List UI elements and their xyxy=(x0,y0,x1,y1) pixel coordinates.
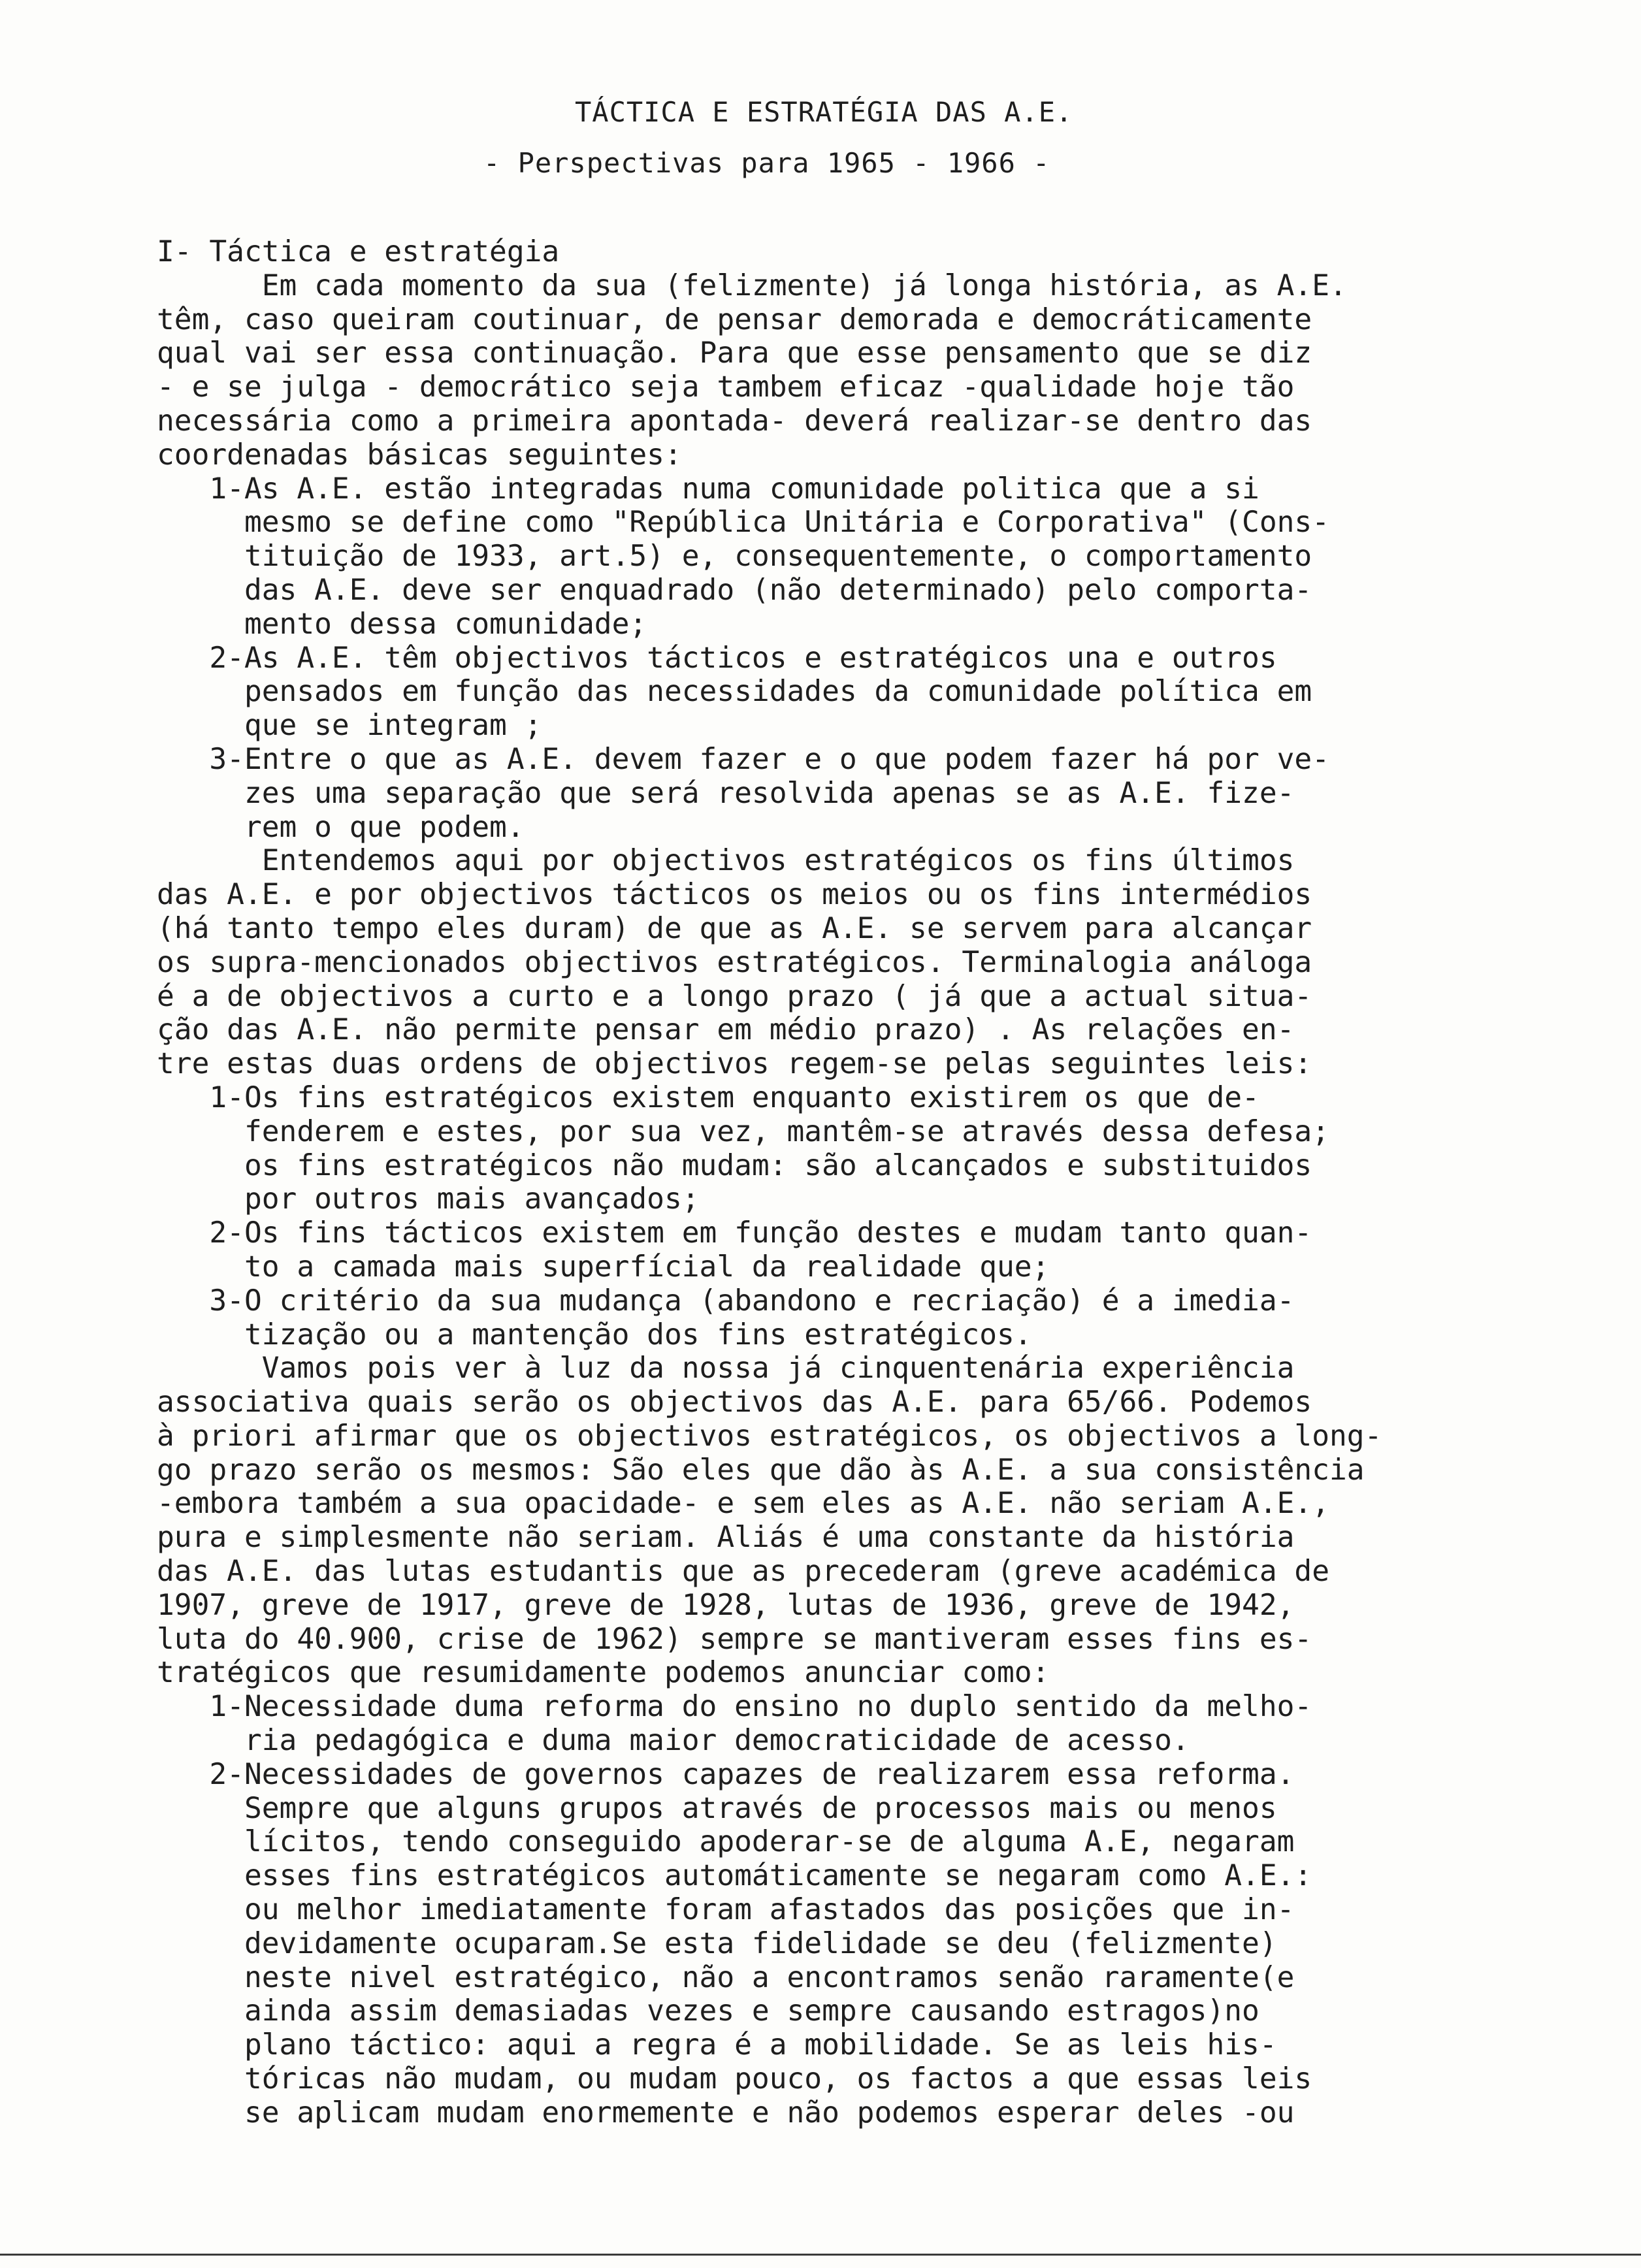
text-line: Vamos pois ver à luz da nossa já cinquentenária experiência xyxy=(157,1352,1295,1385)
text-line: devidamente ocuparam.Se esta fidelidade se deu (felizmente) xyxy=(157,1926,1277,1960)
text-line: ou melhor imediatamente foram afastados das posições que in- xyxy=(157,1893,1295,1927)
text-line: luta do 40.900, crise de 1962) sempre se mantiveram esses fins es- xyxy=(157,1622,1312,1656)
text-line: ria pedagógica e duma maior democraticidade de acesso. xyxy=(157,1724,1190,1758)
text-line: lícitos, tendo conseguido apoderar-se de alguma A.E, negaram xyxy=(157,1825,1295,1859)
text-line: 1907, greve de 1917, greve de 1928, lutas de 1936, greve de 1942, xyxy=(157,1588,1295,1622)
text-line: 3-Entre o que as A.E. devem fazer e o que podem fazer há por ve- xyxy=(157,742,1330,776)
text-line: coordenadas básicas seguintes: xyxy=(157,438,682,472)
text-line: 1-Os fins estratégicos existem enquanto existirem os que de- xyxy=(157,1080,1259,1114)
text-line: 1-As A.E. estão integradas numa comunidade politica que a si xyxy=(157,472,1259,506)
text-line: mento dessa comunidade; xyxy=(157,607,647,641)
text-line: Entendemos aqui por objectivos estratégicos os fins últimos xyxy=(157,844,1295,878)
text-line: que se integram ; xyxy=(157,709,542,743)
text-line: 2-Necessidades de governos capazes de realizarem essa reforma. xyxy=(157,1757,1295,1791)
text-line: tratégicos que resumidamente podemos anunciar como: xyxy=(157,1656,1050,1690)
text-line: pura e simplesmente não seriam. Aliás é uma constante da história xyxy=(157,1521,1295,1555)
text-line: tóricas não mudam, ou mudam pouco, os factos a que essas leis xyxy=(157,2062,1312,2096)
document-body xyxy=(157,235,1535,2130)
text-line: (há tanto tempo eles duram) de que as A.E. se servem para alcançar xyxy=(157,911,1312,945)
text-line: to a camada mais superfícial da realidade que; xyxy=(157,1250,1050,1284)
text-line: plano táctico: aqui a regra é a mobilidade. Se as leis his- xyxy=(157,2028,1277,2062)
page-bottom-edge xyxy=(0,2254,1641,2256)
text-line: pensados em função das necessidades da comunidade política em xyxy=(157,675,1312,709)
text-line: Sempre que alguns grupos através de processos mais ou menos xyxy=(157,1791,1277,1825)
text-line: tituição de 1933, art.5) e, consequentemente, o comportamento xyxy=(157,540,1312,574)
document-subtitle: - Perspectivas para 1965 - 1966 - xyxy=(483,147,1050,179)
text-line: por outros mais avançados; xyxy=(157,1182,700,1216)
text-line: tização ou a mantenção dos fins estratégicos. xyxy=(157,1318,1032,1352)
text-line: mesmo se define como "República Unitária e Corporativa" (Cons- xyxy=(157,506,1330,540)
text-line: necessária como a primeira apontada- deverá realizar-se dentro das xyxy=(157,404,1312,438)
text-line: é a de objectivos a curto e a longo prazo ( já que a actual situa- xyxy=(157,979,1312,1013)
text-line: das A.E. das lutas estudantis que as precederam (greve académica de xyxy=(157,1555,1330,1589)
text-line: ção das A.E. não permite pensar em médio prazo) . As relações en- xyxy=(157,1013,1295,1047)
text-line: ainda assim demasiadas vezes e sempre causando estragos)no xyxy=(157,1994,1259,2028)
text-line: à priori afirmar que os objectivos estratégicos, os objectivos a long- xyxy=(157,1419,1382,1453)
text-line: rem o que podem. xyxy=(157,810,525,844)
text-line: 1-Necessidade duma reforma do ensino no duplo sentido da melho- xyxy=(157,1690,1312,1724)
text-line: os supra-mencionados objectivos estratégicos. Terminalogia análoga xyxy=(157,945,1312,979)
text-line: associativa quais serão os objectivos das A.E. para 65/66. Podemos xyxy=(157,1385,1312,1419)
text-line: os fins estratégicos não mudam: são alcançados e substituidos xyxy=(157,1148,1312,1182)
text-line: go prazo serão os mesmos: São eles que dão às A.E. a sua consistência xyxy=(157,1453,1365,1487)
text-line: 2-Os fins tácticos existem em função destes e mudam tanto quan- xyxy=(157,1216,1312,1250)
text-line: 3-O critério da sua mudança (abandono e recriação) é a imedia- xyxy=(157,1284,1295,1318)
text-line: -embora também a sua opacidade- e sem eles as A.E. não seriam A.E., xyxy=(157,1487,1330,1521)
text-line: têm, caso queiram coutinuar, de pensar demorada e democráticamente xyxy=(157,302,1312,336)
text-line: 2-As A.E. têm objectivos tácticos e estratégicos una e outros xyxy=(157,641,1277,675)
text-line: neste nivel estratégico, não a encontramos senão raramente(e xyxy=(157,1960,1295,1994)
text-line: I- Táctica e estratégia xyxy=(157,235,560,268)
text-line: Em cada momento da sua (felizmente) já longa história, as A.E. xyxy=(157,268,1347,302)
text-line: qual vai ser essa continuação. Para que esse pensamento que se diz xyxy=(157,336,1312,370)
text-line: zes uma separação que será resolvida apenas se as A.E. fize- xyxy=(157,776,1295,810)
text-line: - e se julga - democrático seja tambem eficaz -qualidade hoje tão xyxy=(157,370,1295,404)
text-line: esses fins estratégicos automáticamente se negaram como A.E.: xyxy=(157,1859,1312,1893)
text-line: tre estas duas ordens de objectivos regem-se pelas seguintes leis: xyxy=(157,1047,1312,1081)
text-line: das A.E. deve ser enquadrado (não determinado) pelo comporta- xyxy=(157,573,1312,607)
text-line: das A.E. e por objectivos tácticos os meios ou os fins intermédios xyxy=(157,878,1312,912)
document-title: TÁCTICA E ESTRATÉGIA DAS A.E. xyxy=(575,96,1073,128)
text-line: se aplicam mudam enormemente e não podemos esperar deles -ou xyxy=(157,2096,1295,2130)
text-line: fenderem e estes, por sua vez, mantêm-se através dessa defesa; xyxy=(157,1114,1330,1148)
